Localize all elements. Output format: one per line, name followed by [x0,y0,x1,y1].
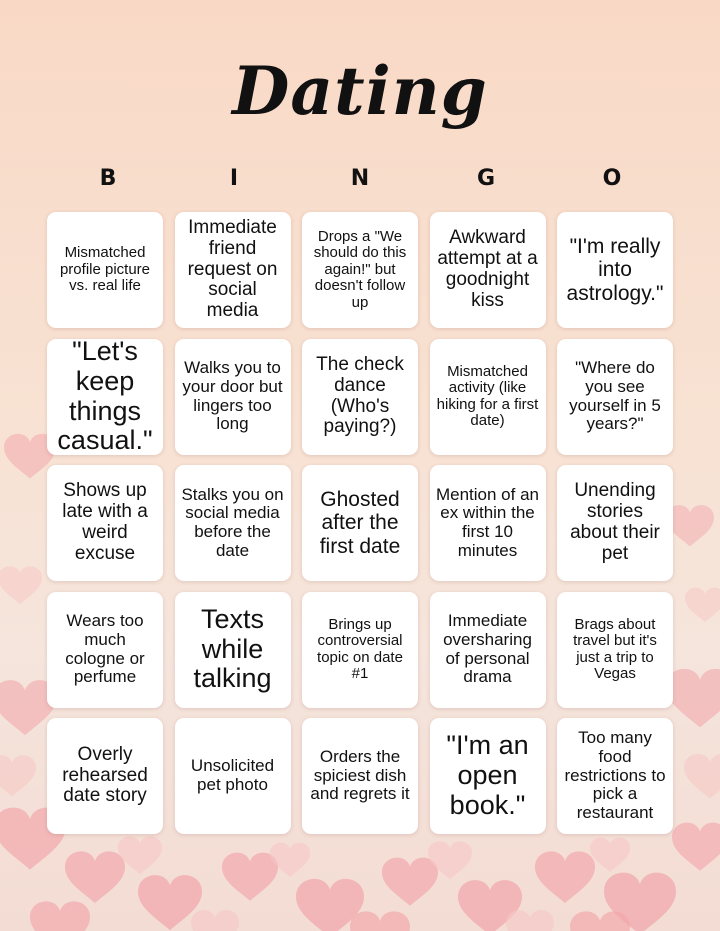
bingo-cell-text: The check dance (Who's paying?) [316,353,404,438]
bingo-cell-text: Texts while talking [193,603,272,694]
bingo-cell[interactable] [557,718,673,834]
bingo-cell[interactable] [302,339,418,455]
bingo-cell[interactable] [47,339,163,455]
bingo-cell[interactable] [430,718,546,834]
bingo-letter-o: O [602,166,622,191]
bingo-cell[interactable] [557,592,673,708]
bingo-header [45,166,675,191]
bingo-cell-text: Drops a "We should do this again!" but doesn't follow up [313,227,407,311]
bingo-cell-text: Stalks you on social media before the date [181,484,284,560]
bingo-cell[interactable] [430,592,546,708]
bingo-cell[interactable] [175,718,291,834]
bingo-cell[interactable] [557,339,673,455]
bingo-cell-text: Unending stories about their pet [570,480,660,564]
bingo-cell[interactable] [430,212,546,328]
bingo-cell[interactable] [302,465,418,581]
bingo-cell[interactable] [175,465,291,581]
bingo-cell[interactable] [175,592,291,708]
bingo-cell-text: "I'm an open book." [446,730,529,820]
bingo-cell-text: Mismatched activity (like hiking for a first date) [436,362,539,429]
bingo-cell-text: Awkward attempt at a goodnight kiss [437,227,538,311]
bingo-cell[interactable] [302,592,418,708]
bingo-cell-text: "Let's keep things casual." [57,338,153,455]
bingo-cell-text: Wears too much cologne or perfume [65,611,145,687]
bingo-letter-b: B [99,166,117,191]
bingo-cell-text: "I'm really into astrology." [566,235,664,305]
bingo-cell[interactable] [47,592,163,708]
bingo-card [47,212,673,834]
bingo-cell-text: Overly rehearsed date story [62,743,148,807]
bingo-cell[interactable] [47,465,163,581]
bingo-cell[interactable] [175,339,291,455]
bingo-cell[interactable] [302,212,418,328]
bingo-cell[interactable] [557,212,673,328]
bingo-cell[interactable] [430,465,546,581]
bingo-cell[interactable] [47,212,163,328]
bingo-cell-text: Mention of an ex within the first 10 minutes [435,484,539,560]
page-title: Dating [232,52,488,130]
bingo-cell[interactable] [302,718,418,834]
bingo-cell-text: Orders the spiciest dish and regrets it [310,746,410,804]
bingo-cell-text: Ghosted after the first date [319,488,401,558]
bingo-cell-text: Brags about travel but it's just a trip to Vegas [573,615,657,682]
bingo-cell-text: Shows up late with a weird excuse [62,480,148,564]
bingo-cell-text: Immediate friend request on social media [187,216,278,322]
bingo-cell-text: Too many food restrictions to pick a restaurant [564,728,666,823]
bingo-cell[interactable] [175,212,291,328]
bingo-cell-text: Brings up controversial topic on date #1 [317,615,403,682]
bingo-letter-i: I [229,166,239,191]
bingo-cell[interactable] [557,465,673,581]
bingo-cell-text: Unsolicited pet photo [190,756,275,794]
bingo-cell-text: Mismatched profile picture vs. real life [59,244,151,295]
bingo-cell-text: Walks you to your door but lingers too long [182,358,283,434]
bingo-letter-n: N [350,166,370,191]
bingo-cell[interactable] [430,339,546,455]
bingo-cell[interactable] [47,718,163,834]
bingo-cell-text: "Where do you see yourself in 5 years?" [569,358,661,434]
bingo-letter-g: G [476,166,496,191]
bingo-cell-text: Immediate oversharing of personal drama [443,611,532,687]
